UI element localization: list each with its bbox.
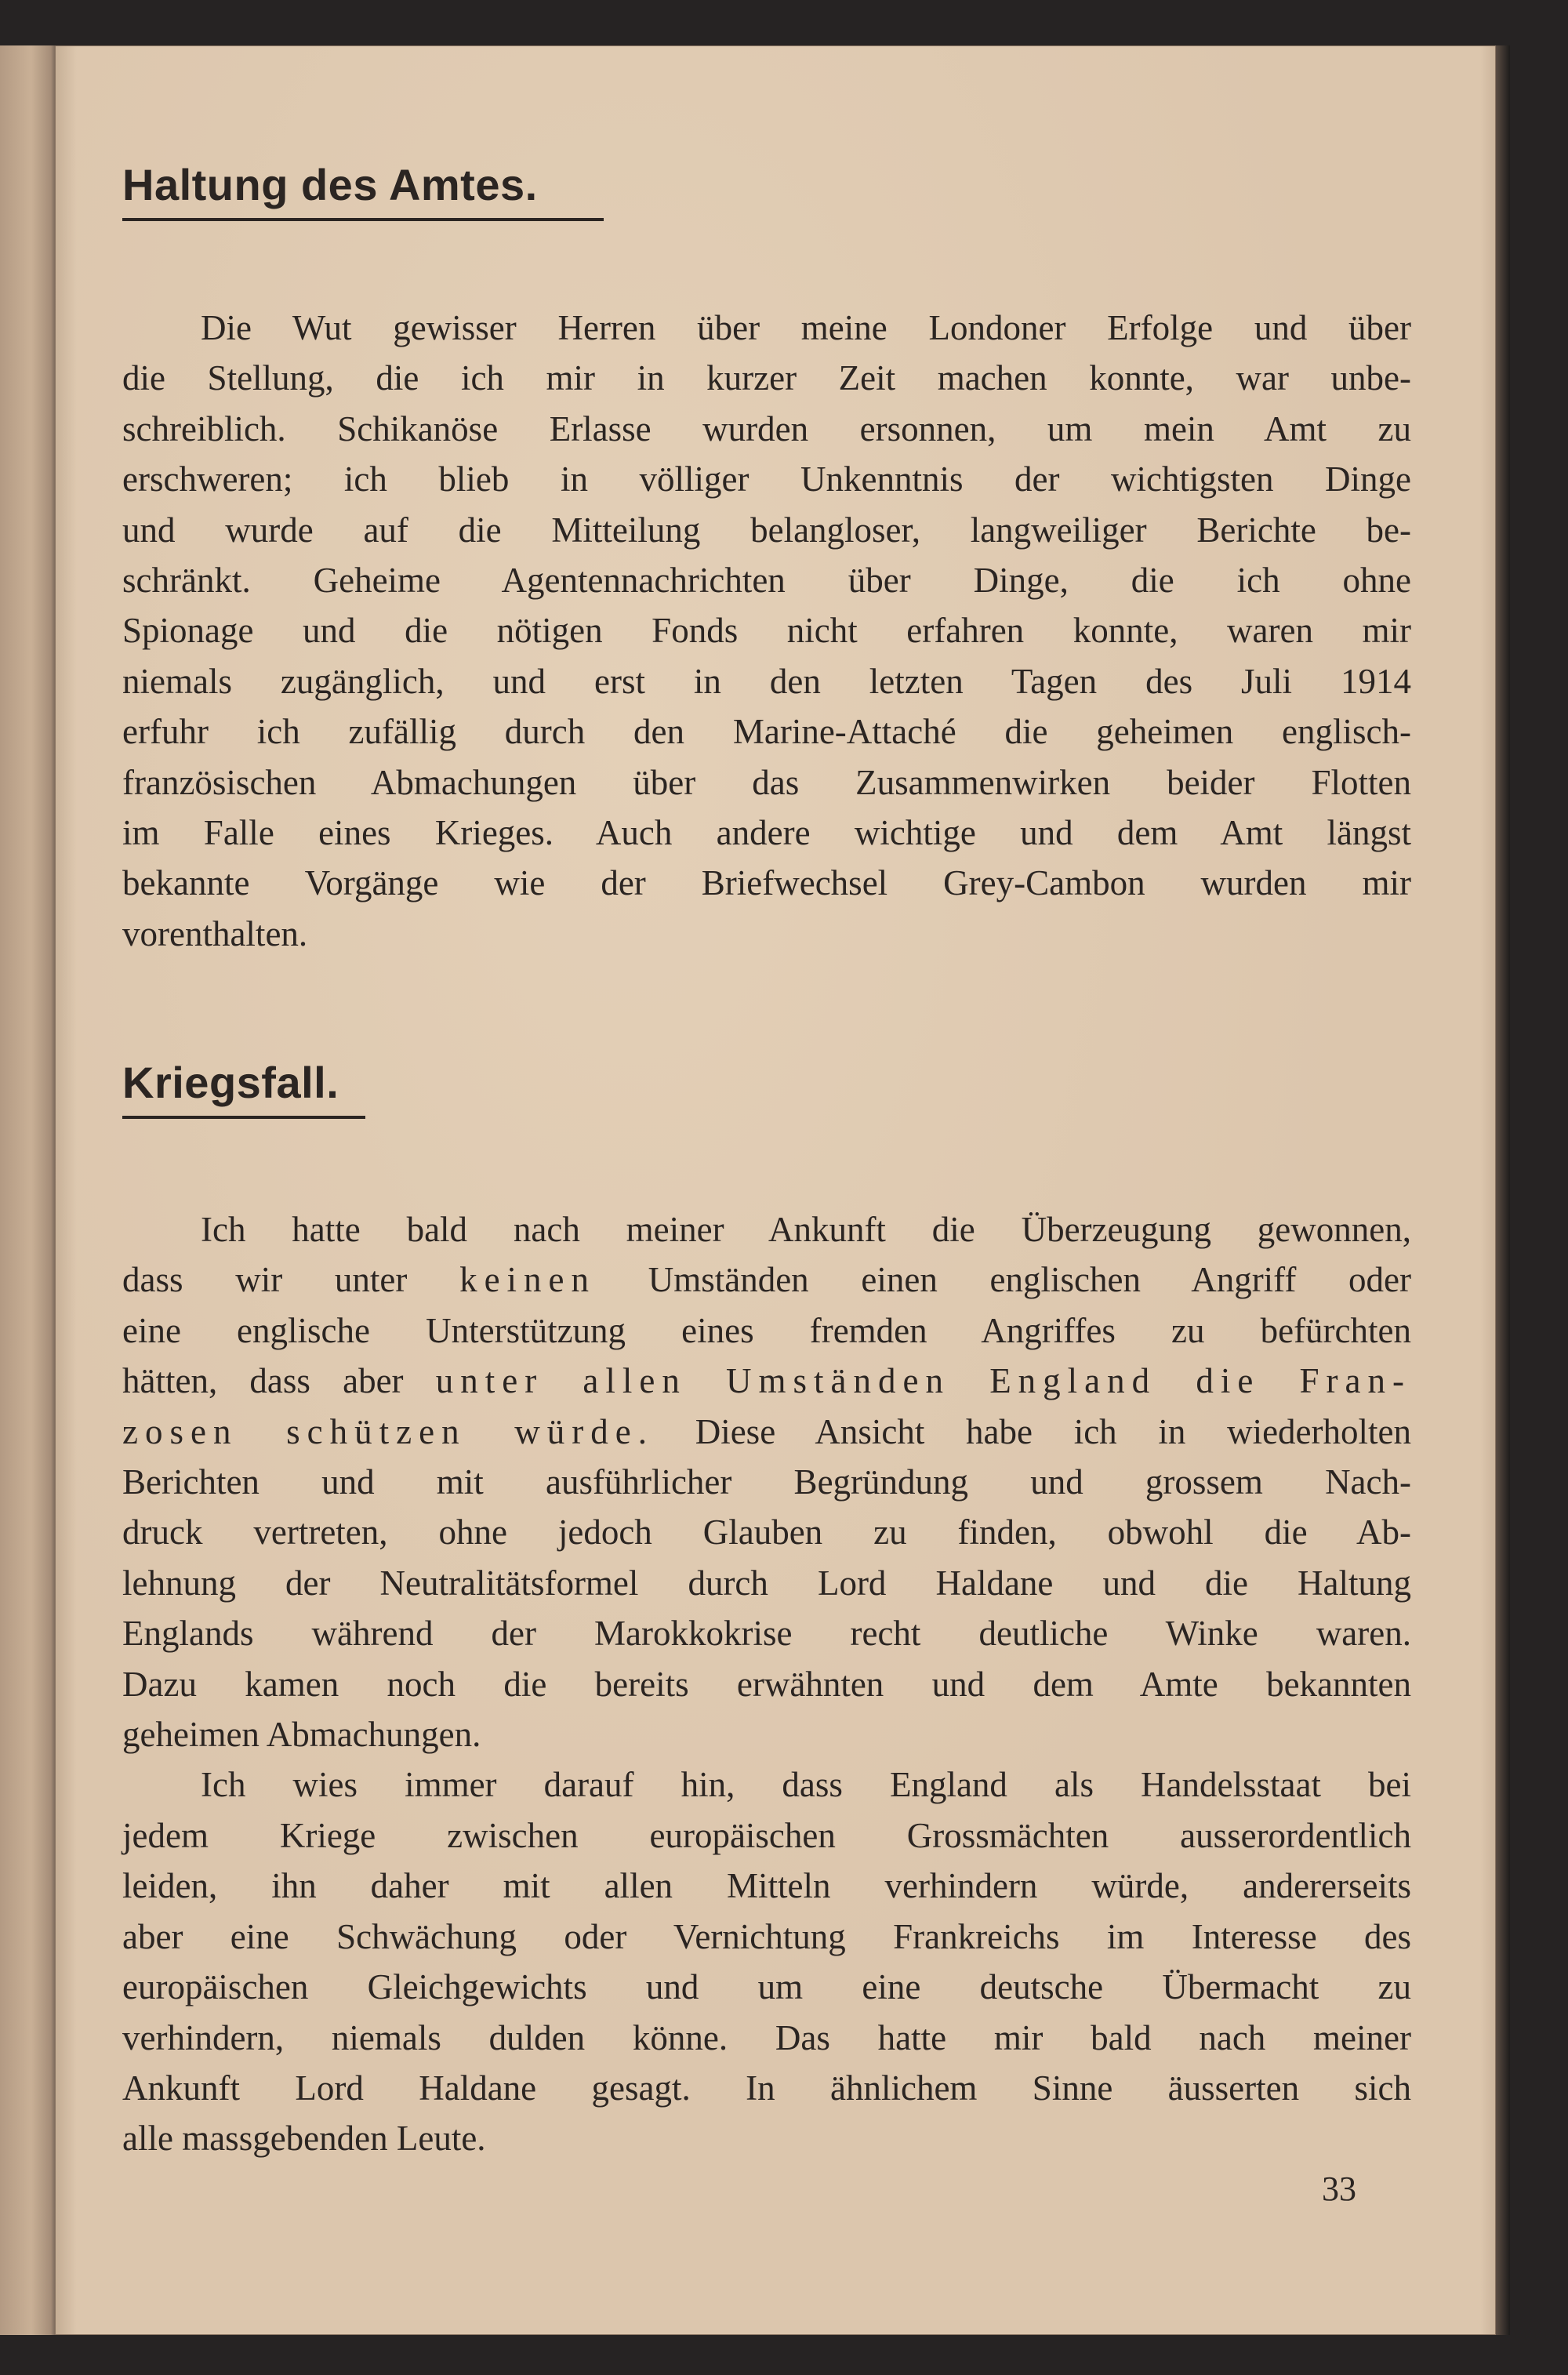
text-line: erschweren; ich blieb in völliger Unkenntnis der wichtigsten Dinge <box>122 459 1411 499</box>
text-line: Dazu kamen noch die bereits erwähnten und dem Amte bekannten <box>122 1664 1411 1704</box>
text-line: die Stellung, die ich mir in kurzer Zeit machen konnte, war unbe- <box>122 358 1411 398</box>
text-line: vorenthalten. <box>122 913 308 953</box>
book-page <box>55 45 1496 2335</box>
text-line: schreiblich. Schikanöse Erlasse wurden ersonnen, um mein Amt zu <box>122 409 1411 448</box>
section-heading: Kriegsfall. <box>122 1061 365 1119</box>
text-line: bekannte Vorgänge wie der Briefwechsel Grey-Cambon wurden mir <box>122 863 1411 903</box>
text-line: schränkt. Geheime Agentennachrichten über Dinge, die ich ohne <box>122 561 1411 601</box>
text-line: europäischen Gleichgewichts und um eine deutsche Übermacht zu <box>122 1967 1411 2007</box>
text-segment: dass wir unter <box>122 1260 408 1300</box>
page-right-shadow <box>1496 45 1510 2335</box>
text-segment: Diese Ansicht habe ich in wiederholten <box>695 1411 1411 1451</box>
text-line: jedem Kriege zwischen europäischen Grossmächten ausserordentlich <box>122 1815 1411 1855</box>
text-line: Ankunft Lord Haldane gesagt. In ähnlichem Sinne äusserten sich <box>122 2068 1411 2108</box>
previous-page-edge <box>0 45 56 2335</box>
text-line: niemals zugänglich, und erst in den letzten Tagen des Juli 1914 <box>122 661 1411 701</box>
text-line: alle massgebenden Leute. <box>122 2119 486 2159</box>
text-line: Englands während der Marokkokrise recht deutliche Winke waren. <box>122 1614 1411 1654</box>
text-line: im Falle eines Krieges. Auch andere wichtige und dem Amt längst <box>122 813 1411 853</box>
text-segment: hätten, dass aber <box>122 1361 404 1401</box>
text-line: aber eine Schwächung oder Vernichtung Frankreichs im Interesse des <box>122 1916 1411 1956</box>
emphasized-text: keinen <box>459 1260 597 1300</box>
text-line: verhindern, niemals dulden könne. Das hatte mir bald nach meiner <box>122 2017 1411 2057</box>
text-line: geheimen Abmachungen. <box>122 1715 481 1755</box>
text-line: druck vertreten, ohne jedoch Glauben zu finden, obwohl die Ab- <box>122 1513 1411 1552</box>
text-line: lehnung der Neutralitätsformel durch Lord Haldane und die Haltung <box>122 1563 1411 1603</box>
section-haltung <box>122 160 1411 221</box>
text-line: leiden, ihn daher mit allen Mitteln verhindern würde, andererseits <box>122 1866 1411 1906</box>
text-line: erfuhr ich zufällig durch den Marine-Attaché die geheimen englisch- <box>122 712 1411 752</box>
page-number: 33 <box>1322 2170 1356 2208</box>
text-line <box>122 1407 1411 1457</box>
text-line: französischen Abmachungen über das Zusammenwirken beider Flotten <box>122 762 1411 802</box>
text-line: Ich wies immer darauf hin, dass England als Handelsstaat bei <box>201 1765 1411 1805</box>
paragraph <box>122 303 1411 959</box>
section-kriegsfall-body <box>122 1204 1411 2164</box>
text-segment: Umständen einen englischen Angriff oder <box>648 1260 1411 1300</box>
text-line: Berichten und mit ausführlicher Begründung und grossem Nach- <box>122 1462 1411 1502</box>
text-line: eine englische Unterstützung eines fremden Angriffes zu befürchten <box>122 1310 1411 1350</box>
text-line <box>122 1356 1411 1406</box>
text-line: Spionage und die nötigen Fonds nicht erfahren konnte, waren mir <box>122 611 1411 651</box>
section-haltung-body <box>122 303 1411 959</box>
text-line: Ich hatte bald nach meiner Ankunft die Überzeugung gewonnen, <box>201 1210 1411 1249</box>
text-line <box>122 1255 1411 1305</box>
text-line: und wurde auf die Mitteilung belangloser, langweiliger Berichte be- <box>122 510 1411 550</box>
text-line: Die Wut gewisser Herren über meine Londoner Erfolge und über <box>201 308 1411 347</box>
section-kriegsfall <box>122 1058 1411 1119</box>
emphasized-text: zosen schützen würde. <box>122 1411 654 1451</box>
section-heading: Haltung des Amtes. <box>122 163 604 221</box>
paragraph <box>122 1204 1411 2164</box>
emphasized-text: unter allen Umständen England die Fran- <box>435 1361 1411 1401</box>
